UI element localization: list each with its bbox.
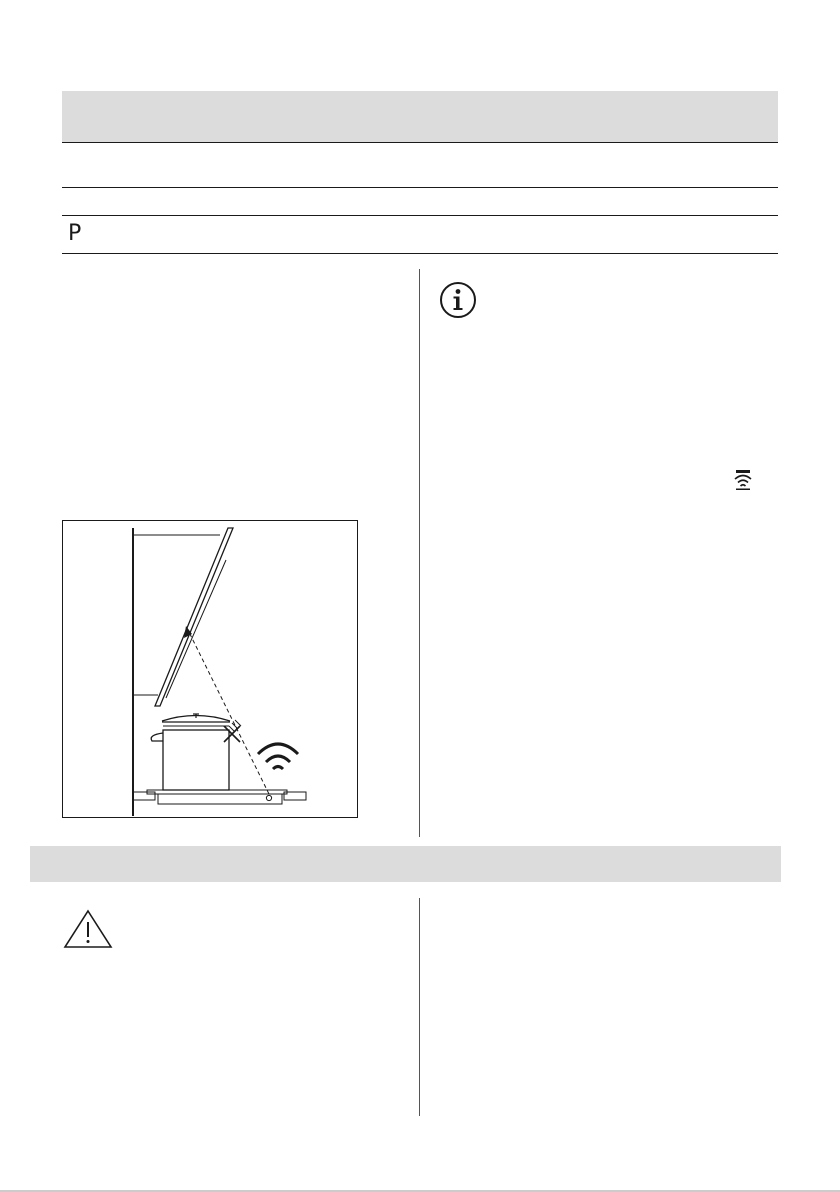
table-row-symbol: P [68,221,82,246]
column-divider [419,269,420,837]
wireless-signal-icon [733,469,753,491]
table-rule [62,187,778,188]
hood-glass-line [166,560,226,698]
section-heading-band [30,846,781,882]
table-rule [62,253,778,254]
hob-icon [133,790,306,804]
column-divider [419,898,420,1116]
info-circle-icon [439,281,477,319]
wireless-signal-icon [258,744,298,769]
hood-hob-illustration [62,520,358,818]
warning-triangle-icon [63,909,113,949]
table-rule [62,142,778,143]
table-header-band [62,91,778,142]
table-rule [62,215,778,216]
hood-glass-panel [155,528,233,706]
signal-path-line [186,626,269,794]
pot-icon [151,714,230,790]
